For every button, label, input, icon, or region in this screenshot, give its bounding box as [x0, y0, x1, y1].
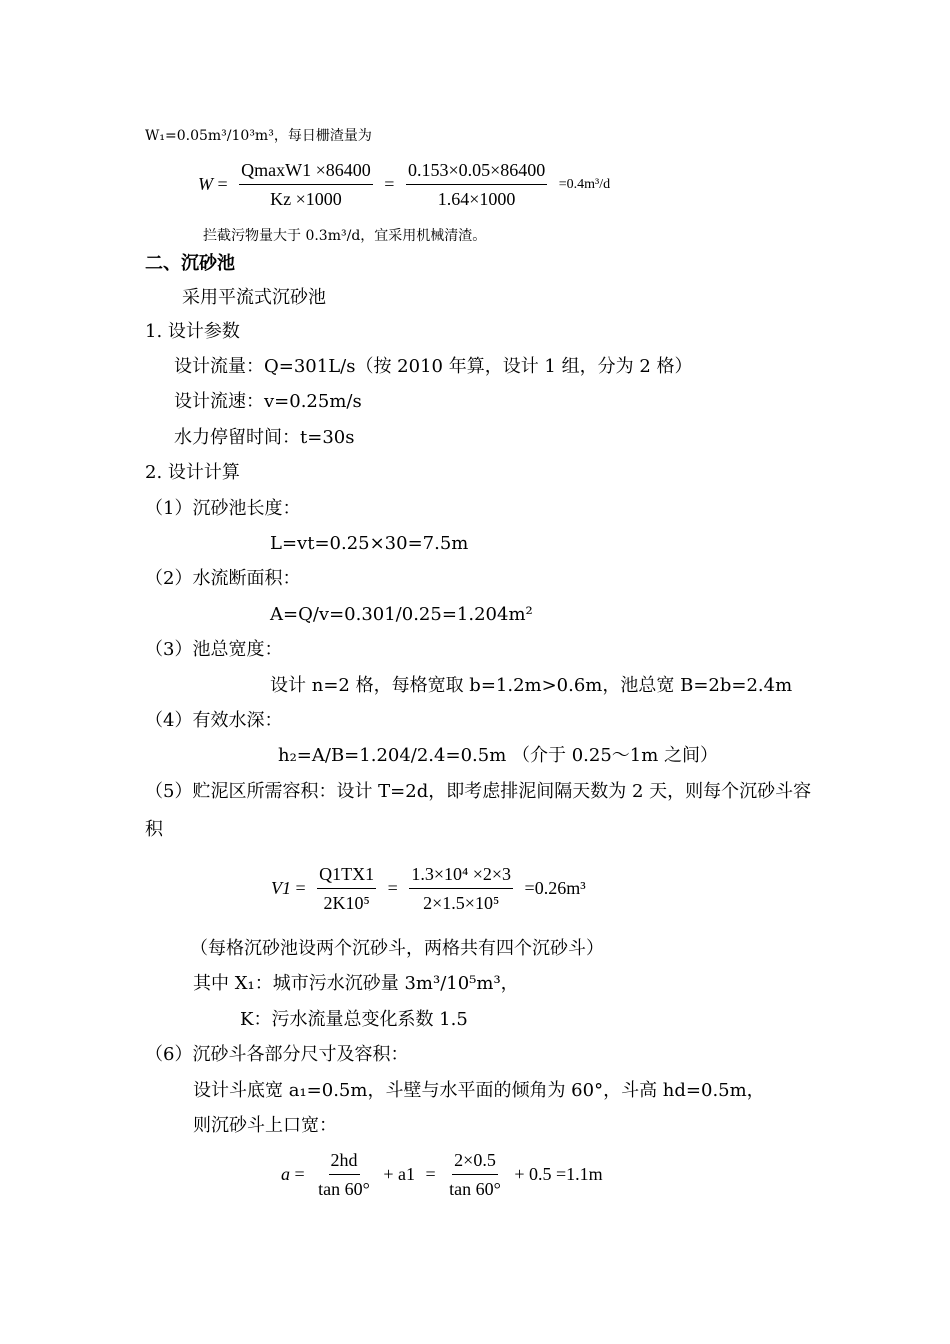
formula-v1-fraction-1	[317, 862, 376, 915]
formula-w-fraction-1	[239, 158, 373, 211]
w1-intro-text: W₁=0.05m³/10³m³，每日栅渣量为	[145, 128, 372, 144]
formula-a: a = $\frac{2hd}{\tan 60^\circ}$ + a1 = $\frac{2\times 0.5}{\tan 60^\circ}$ + 0.5 =1.1m	[278, 1148, 606, 1201]
sub2-title: 2. 设计计算	[145, 462, 240, 483]
calc5-line1: （5）贮泥区所需容积：设计 T=2d，即考虑排泥间隔天数为 2 天，则每个沉砂斗容	[145, 781, 812, 802]
calc6-line1: 设计斗底宽 a₁=0.5m，斗壁与水平面的倾角为 60°，斗高 hd=0.5m，	[193, 1080, 765, 1101]
formula-v1-num1: Q1TX1	[317, 862, 376, 889]
param-velocity: 设计流速：v=0.25m/s	[174, 391, 362, 412]
calc1-title: （1）沉砂池长度：	[145, 498, 301, 519]
formula-w-den1: Kz ×1000	[270, 189, 342, 209]
formula-v1-result: =0.26m³	[524, 878, 586, 898]
calc4-equation: h₂=A/B=1.204/2.4=0.5m （介于 0.25～1m 之间）	[278, 745, 719, 766]
formula-w-result: =0.4m³/d	[558, 176, 611, 192]
formula-w-num2: 0.153×0.05×86400	[406, 158, 547, 185]
formula-v1-num2: 1.3×10⁴ ×2×3	[409, 862, 513, 889]
formula-v1-fraction-2	[409, 862, 513, 915]
formula-v1: V1 = $\frac{Q1TX1}{\text{2K10⁵}}$ = $\frac{\text{1.3×10⁴ ×2×3}}{\text{2×1.5×10⁵}}$ =0.26m³	[268, 862, 589, 915]
formula-a-fraction-2	[447, 1148, 503, 1201]
section2-type: 采用平流式沉砂池	[182, 287, 326, 308]
calc6-line2: 则沉砂斗上口宽：	[193, 1115, 337, 1136]
calc3-equation: 设计 n=2 格，每格宽取 b=1.2m>0.6m，池总宽 B=2b=2.4m	[270, 675, 793, 696]
calc4-title: （4）有效水深：	[145, 710, 283, 731]
calc5-note: （每格沉砂池设两个沉砂斗，两格共有四个沉砂斗）	[190, 938, 604, 959]
formula-w-fraction-2	[406, 158, 547, 211]
calc2-equation: A=Q/v=0.301/0.25=1.204m²	[270, 604, 533, 625]
w-note-text: 拦截污物量大于 0.3m³/d，宜采用机械清渣。	[203, 228, 487, 244]
formula-w-num1: QmaxW1 ×86400	[239, 158, 373, 185]
formula-a-num1: 2hd	[329, 1148, 360, 1175]
calc6-title: （6）沉砂斗各部分尺寸及容积：	[145, 1044, 409, 1065]
calc5-k: K：污水流量总变化系数 1.5	[240, 1009, 468, 1030]
formula-v1-den1: 2K10⁵	[323, 893, 370, 913]
param-flow: 设计流量：Q=301L/s（按 2010 年算，设计 1 组，分为 2 格）	[174, 356, 693, 377]
calc3-title: （3）池总宽度：	[145, 639, 283, 660]
section2-title: 二、沉砂池	[145, 253, 235, 274]
formula-w: W = $\frac{QmaxW1 \times 86400}{Kz \times 1000}$ = $\frac{0.153\times 0.05\times 86400}{1.64\times 1000}$ =0.4m³/d	[195, 158, 613, 211]
param-time: 水力停留时间：t=30s	[174, 427, 355, 448]
formula-w-den2: 1.64×1000	[437, 189, 516, 209]
formula-v1-den2: 2×1.5×10⁵	[423, 893, 500, 913]
formula-a-den2: tan 60°	[449, 1179, 501, 1199]
calc2-title: （2）水流断面积：	[145, 568, 301, 589]
formula-a-result: + 0.5 =1.1m	[514, 1164, 603, 1184]
calc1-equation: L=vt=0.25×30=7.5m	[270, 533, 469, 554]
calc5-x1: 其中 X₁：城市污水沉砂量 3m³/10⁵m³，	[193, 973, 519, 994]
formula-w-lhs: W =	[198, 174, 228, 194]
formula-a-lhs: a =	[281, 1164, 305, 1184]
formula-a-num2: 2×0.5	[452, 1148, 498, 1175]
sub1-title: 1. 设计参数	[145, 321, 240, 342]
calc5-line2: 积	[145, 819, 163, 840]
formula-a-mid: + a1	[383, 1164, 415, 1184]
formula-v1-lhs: V1 =	[271, 878, 306, 898]
formula-a-den1: tan 60°	[318, 1179, 370, 1199]
formula-a-fraction-1	[316, 1148, 372, 1201]
